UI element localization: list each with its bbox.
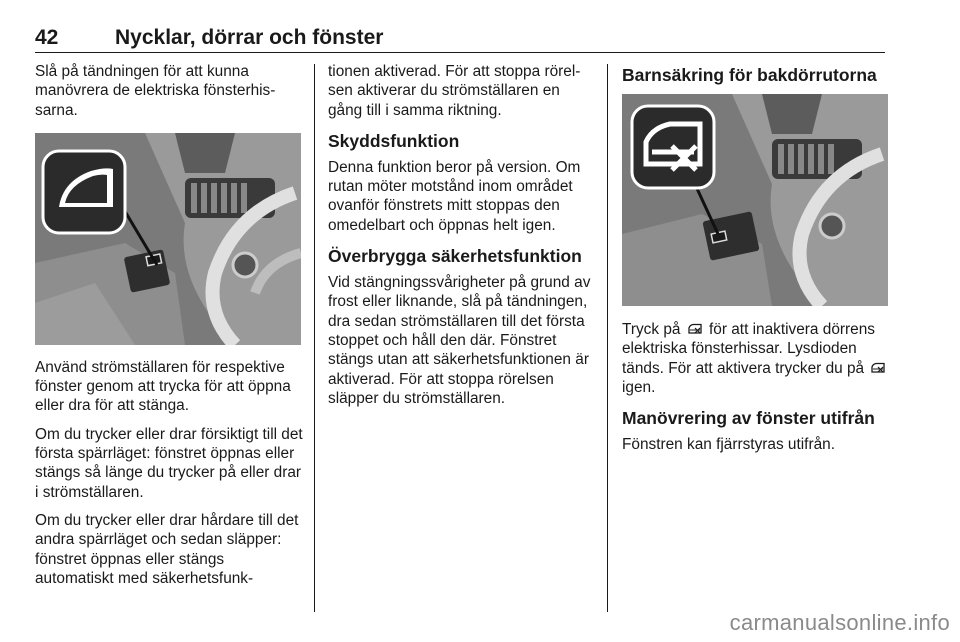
column-middle: [328, 62, 598, 417]
section-heading: Barnsäkring för bakdörrutorna: [622, 65, 877, 85]
chapter-title: Nycklar, dörrar och fönster: [115, 26, 384, 49]
section-heading: Skyddsfunktion: [328, 130, 460, 151]
child-lock-icon: [687, 323, 703, 335]
column-right: [622, 62, 890, 463]
paragraph: Fönstren kan fjärrstyras utifrån.: [622, 436, 835, 454]
paragraph: Tryck på för att inaktivera dörrens elektriska fönsterhissar. Lysdioden tänds. För att aktivera trycker du på igen.: [622, 320, 890, 397]
intro-paragraph: Slå på tändningen för att kunna manövrera de elektriska fönsterhissarna.: [35, 63, 276, 119]
window-switch-illustration: [35, 133, 301, 345]
child-lock-icon: [870, 362, 886, 374]
paragraph: Denna funktion beror på version. Om rutan möter motstånd inom området ovanför fönstrets mitt stoppas den omedelbart och öppnas helt igen.: [328, 158, 581, 234]
section-heading: Manövrering av fönster utifrån: [622, 408, 875, 429]
watermark: carmanualsonline.info: [729, 610, 950, 635]
paragraph: Om du trycker eller drar försiktigt till det första spärrläget: fönstret öppnas eller stängs så länge du trycker på eller drar i strömställaren.: [35, 425, 303, 501]
section-heading: Överbrygga säkerhetsfunktion: [328, 246, 582, 267]
column-left: [35, 62, 303, 597]
page-number: 42: [35, 26, 59, 49]
paragraph: Använd strömställaren för respektive fönster genom att trycka för att öppna eller dra för att stänga.: [35, 358, 291, 415]
paragraph: Vid stängningssvårigheter på grund av frost eller liknande, slå på tändningen, dra sedan strömställaren till det första stoppet och håll den där. Fönstret stängs utan att säkerhetsfunktionen är aktiverad. För att stoppa rörelsen släpper du strömställaren.: [328, 274, 591, 407]
paragraph: Om du trycker eller drar hårdare till det andra spärrläget och sedan släpper: fönstret öppnas eller stängs automatiskt med säkerhetsfunk-: [35, 511, 299, 587]
column-divider: [314, 64, 315, 612]
child-lock-illustration: [622, 94, 888, 306]
paragraph: tionen aktiverad. För att stoppa rörelsen aktiverar du strömställaren en gång till i samma riktning.: [328, 63, 581, 119]
column-divider: [607, 64, 608, 612]
page-header: [35, 26, 885, 53]
